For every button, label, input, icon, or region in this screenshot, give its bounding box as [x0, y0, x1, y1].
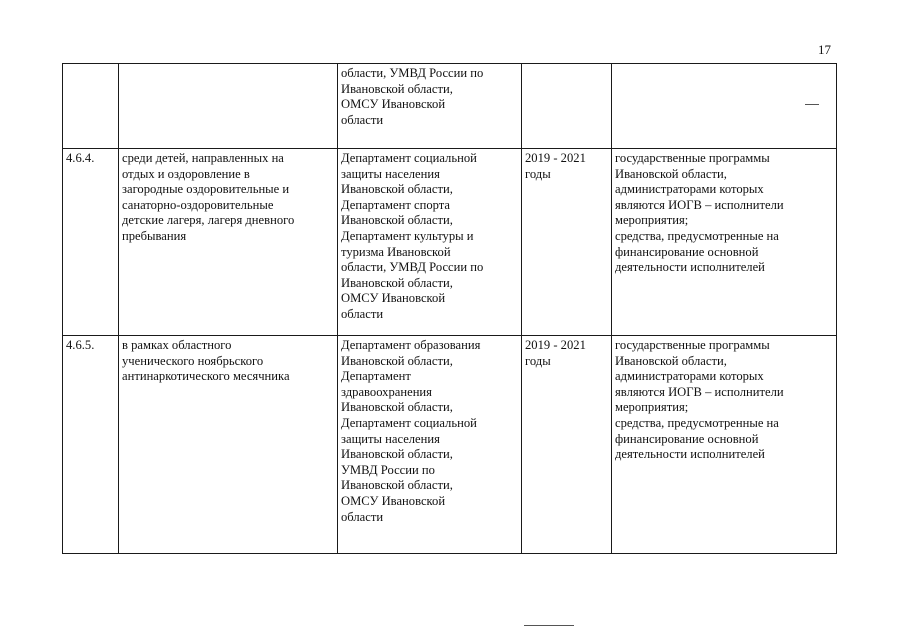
cell-measure-text: среди детей, направленных на отдых и оздоровление в загородные оздоровительные и санаторно-оздоровительные детские лагеря, лагеря дневного пребывания [119, 149, 338, 336]
cell-measure-text [119, 64, 338, 149]
cell-funding-source: государственные программы Ивановской области, администраторами которых являются ИОГВ – исполнители мероприятия; средства, предусмотренные на финансирование основной деятельности исполнителей [612, 149, 837, 336]
table-row-continued [63, 64, 837, 149]
cell-funding-source [612, 64, 837, 149]
cell-number [63, 64, 119, 149]
page-number: 17 [818, 42, 831, 57]
table-row [63, 336, 837, 554]
cell-executors: области, УМВД России по Ивановской области, ОМСУ Ивановской области [338, 64, 522, 149]
cell-measure-text: в рамках областного ученического ноябрьского антинаркотического месячника [119, 336, 338, 554]
cell-period: 2019 - 2021 годы [522, 336, 612, 554]
measures-table [62, 63, 837, 554]
cell-funding-source: государственные программы Ивановской области, администраторами которых являются ИОГВ – исполнители мероприятия; средства, предусмотренные на финансирование основной деятельности исполнителей [612, 336, 837, 554]
table-row [63, 149, 837, 336]
cell-number: 4.6.4. [63, 149, 119, 336]
cell-executors: Департамент социальной защиты населения Ивановской области, Департамент спорта Ивановской области, Департамент культуры и туризма Ивановской области, УМВД России по Ивановской области, ОМСУ Ивановской области [338, 149, 522, 336]
cell-executors: Департамент образования Ивановской области, Департамент здравоохранения Ивановской области, Департамент социальной защиты населения Ивановской области, УМВД России по Ивановской области, ОМСУ Ивановской области [338, 336, 522, 554]
cell-number: 4.6.5. [63, 336, 119, 554]
cell-period [522, 64, 612, 149]
cell-period: 2019 - 2021 годы [522, 149, 612, 336]
scan-artifact-line [524, 625, 574, 626]
